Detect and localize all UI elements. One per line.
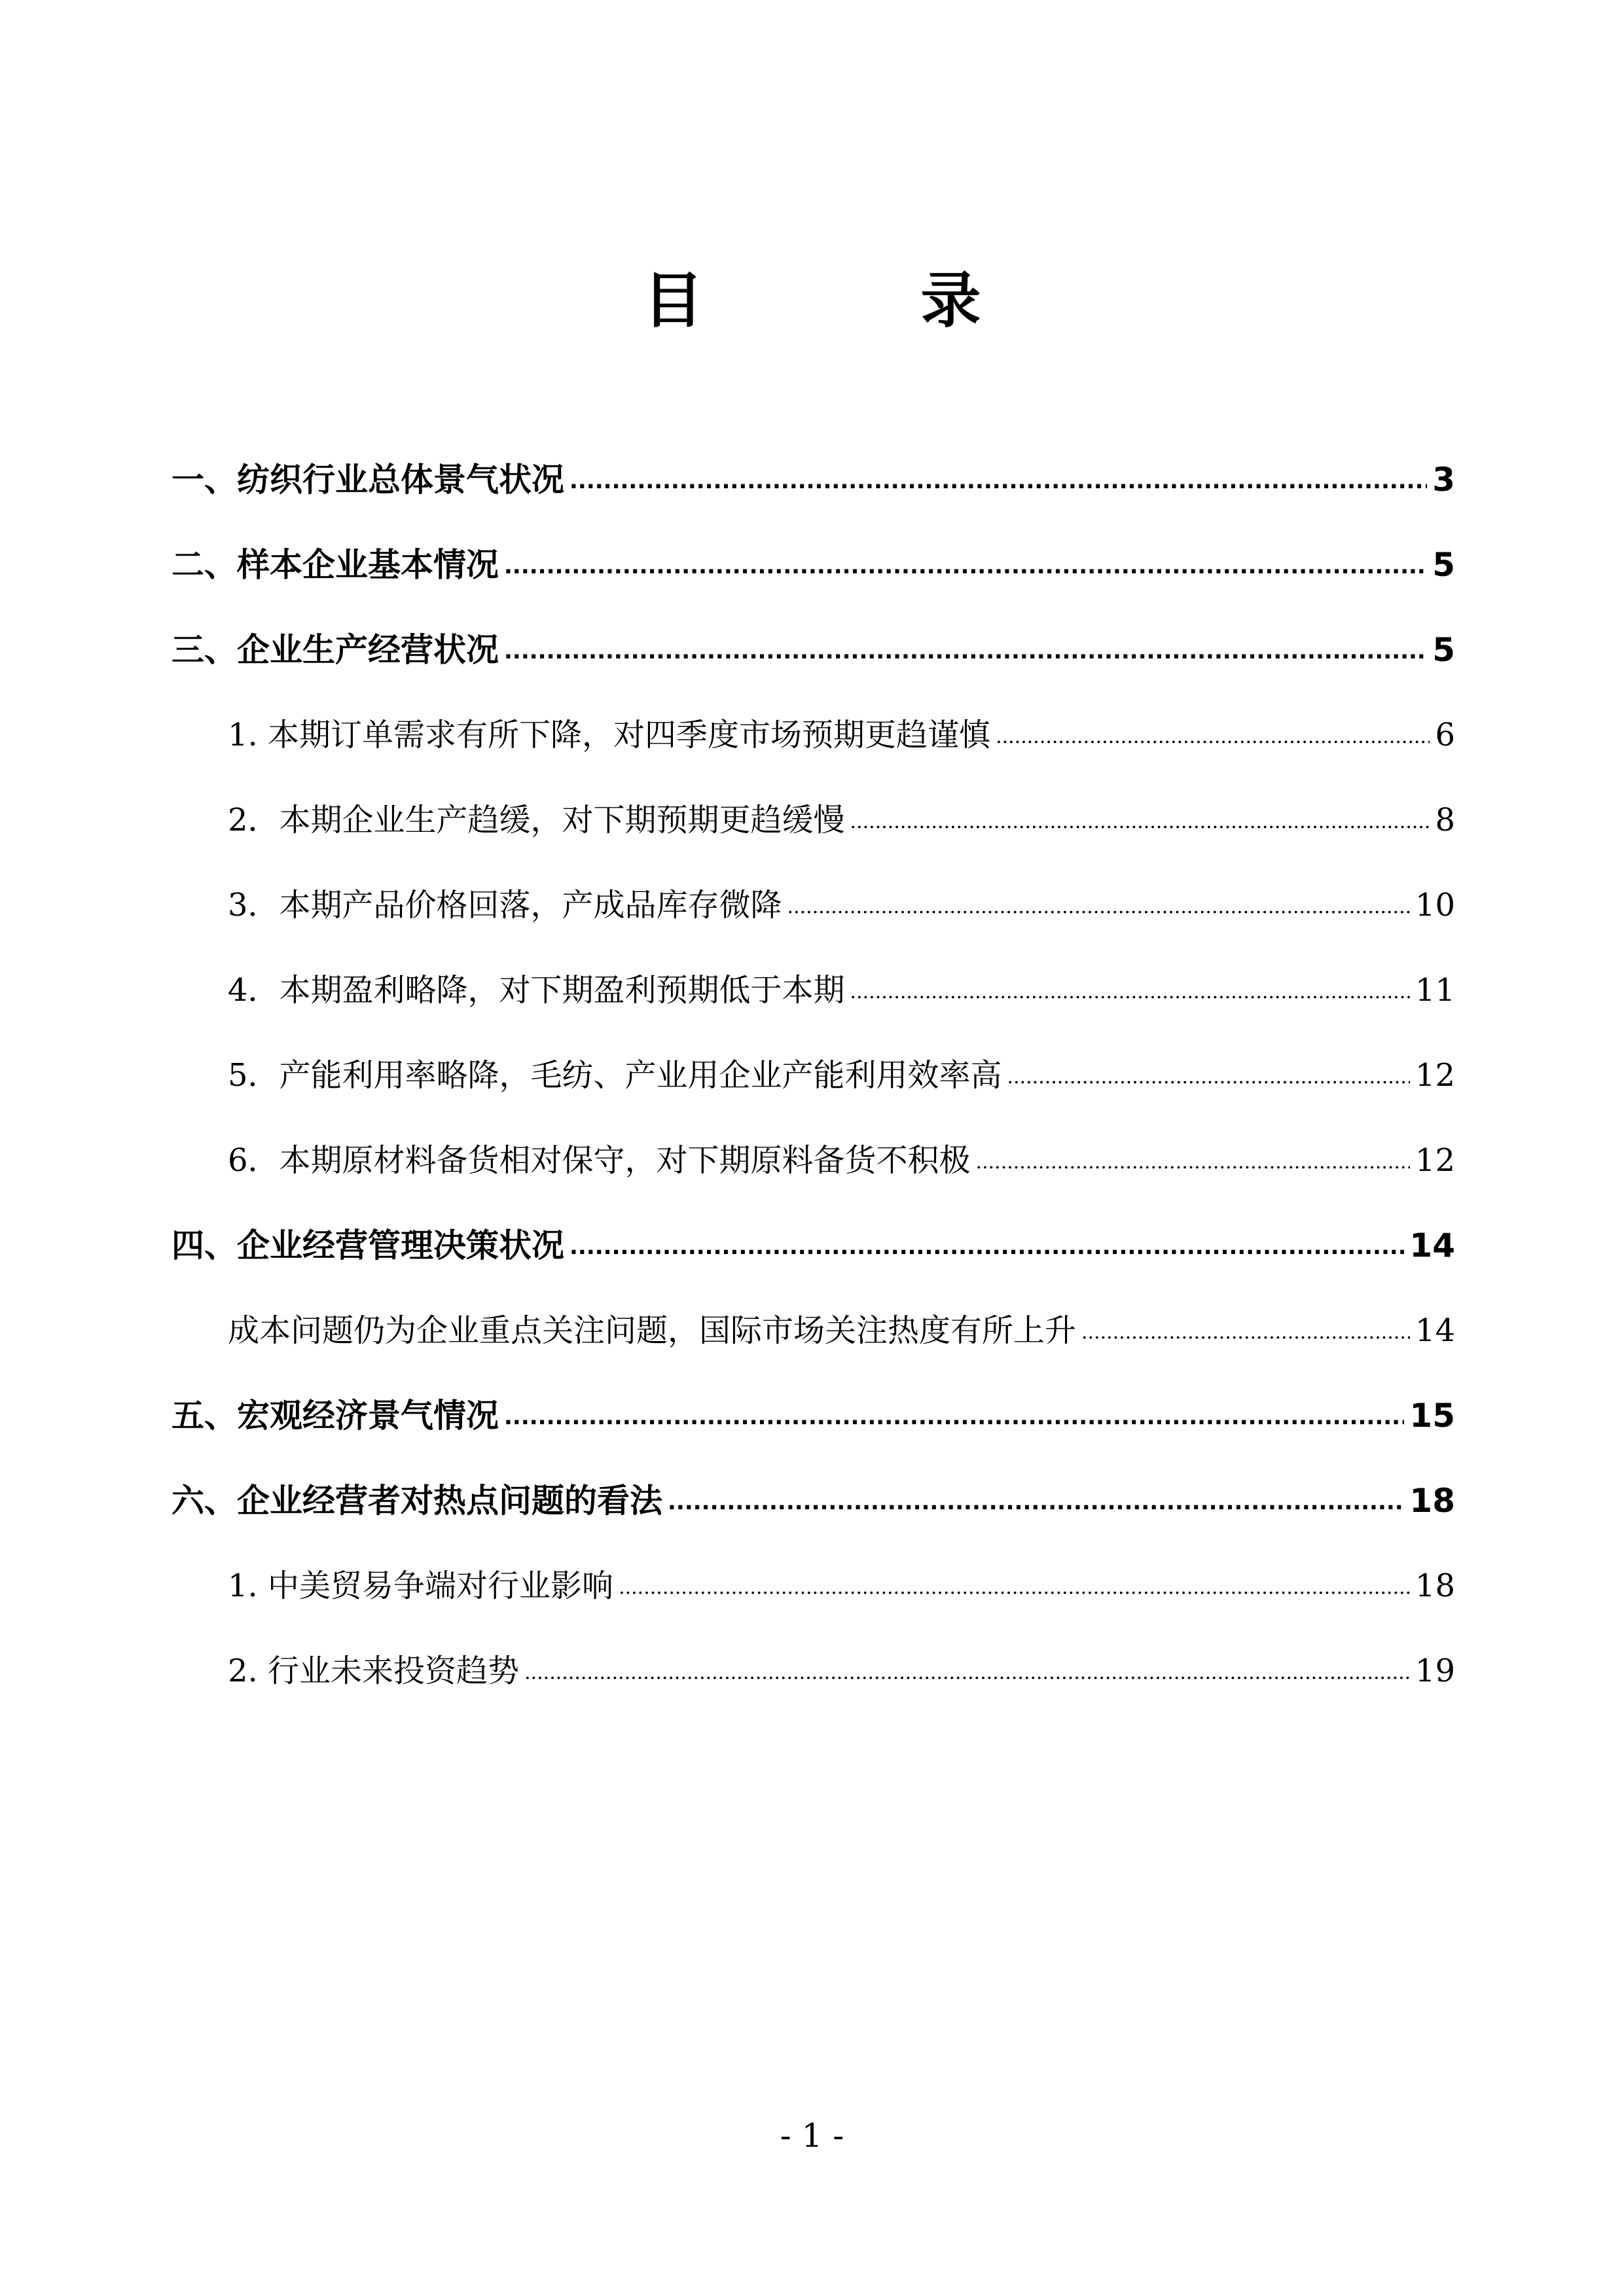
toc-dot-leader: [996, 703, 1430, 766]
toc-entry-subsection-3-2[interactable]: [228, 791, 1455, 850]
toc-entry-page: 6: [1435, 717, 1455, 753]
toc-entry-subsection-3-6[interactable]: [228, 1131, 1455, 1190]
toc-dot-leader: [569, 1213, 1404, 1276]
toc-entry-subsection-3-1[interactable]: [228, 706, 1455, 764]
toc-entry-page: 10: [1415, 887, 1455, 924]
toc-entry-subsection-3-5[interactable]: [228, 1046, 1455, 1105]
toc-dot-leader: [504, 1384, 1404, 1446]
toc-entry-subsection-6-1[interactable]: [228, 1556, 1455, 1615]
toc-dot-leader: [619, 1554, 1410, 1617]
toc-dot-leader: [668, 1469, 1404, 1532]
toc-entry-label: 1. 本期订单需求有所下降，对四季度市场预期更趋谨慎: [228, 717, 991, 753]
toc-entry-label: 4．本期盈利略降，对下期盈利预期低于本期: [228, 972, 845, 1009]
toc-dot-leader: [524, 1639, 1410, 1702]
toc-entry-page: 15: [1409, 1397, 1455, 1435]
toc-entry-section-5[interactable]: [171, 1386, 1455, 1445]
toc-entry-label: 2. 行业未来投资趋势: [228, 1653, 520, 1689]
toc-entry-page: 19: [1415, 1653, 1455, 1689]
toc-entry-section-4[interactable]: [171, 1216, 1455, 1275]
toc-entry-subsection-3-3[interactable]: [228, 876, 1455, 935]
toc-entry-label: 四、企业经营管理决策状况: [171, 1227, 564, 1265]
toc-entry-page: 11: [1415, 972, 1455, 1009]
toc-dot-leader: [850, 958, 1410, 1022]
toc-entry-subsection-3-4[interactable]: [228, 961, 1455, 1020]
toc-entry-section-1[interactable]: [171, 450, 1455, 509]
toc-entry-section-3[interactable]: [171, 620, 1455, 679]
toc-entry-page: 14: [1409, 1227, 1455, 1265]
toc-entry-page: 18: [1415, 1568, 1455, 1604]
toc-entry-label: 3．本期产品价格回落，产成品库存微降: [228, 887, 782, 924]
page-title: 目 录: [643, 266, 1079, 336]
toc-entry-label: 一、纺织行业总体景气状况: [171, 461, 564, 499]
toc-entry-page: 5: [1432, 631, 1455, 669]
toc-dot-leader: [850, 788, 1430, 852]
toc-entry-subsection-4-1[interactable]: [228, 1301, 1455, 1360]
toc-entry-page: 8: [1435, 802, 1455, 838]
toc-entry-label: 6．本期原材料备货相对保守，对下期原料备货不积极: [228, 1142, 971, 1179]
toc-entry-label: 2．本期企业生产趋缓，对下期预期更趋缓慢: [228, 802, 845, 838]
toc-entry-page: 12: [1415, 1057, 1455, 1094]
toc-entry-page: 3: [1432, 461, 1455, 499]
toc-entry-page: 18: [1409, 1482, 1455, 1520]
toc-entry-label: 六、企业经营者对热点问题的看法: [171, 1482, 662, 1520]
toc-dot-leader: [504, 533, 1427, 596]
toc-entry-label: 成本问题仍为企业重点关注问题，国际市场关注热度有所上升: [228, 1312, 1077, 1349]
footer-page-number: - 1 -: [780, 2117, 844, 2155]
toc-entry-label: 五、宏观经济景气情况: [171, 1397, 499, 1435]
toc-dot-leader: [569, 448, 1427, 511]
toc-dot-leader: [1007, 1043, 1410, 1107]
toc-entry-page: 5: [1432, 546, 1455, 584]
toc-entry-page: 14: [1415, 1312, 1455, 1349]
toc-entry-page: 12: [1415, 1142, 1455, 1179]
toc-dot-leader: [976, 1128, 1410, 1192]
toc-entry-label: 1. 中美贸易争端对行业影响: [228, 1568, 614, 1604]
toc-dot-leader: [504, 618, 1427, 681]
toc-dot-leader: [787, 873, 1410, 937]
toc-dot-leader: [1081, 1299, 1410, 1362]
toc-entry-subsection-6-2[interactable]: [228, 1641, 1455, 1700]
toc-entry-label: 5．产能利用率略降，毛纺、产业用企业产能利用效率高: [228, 1057, 1002, 1094]
toc-entry-section-2[interactable]: [171, 535, 1455, 594]
toc-entry-label: 三、企业生产经营状况: [171, 631, 499, 669]
toc-entry-label: 二、样本企业基本情况: [171, 546, 499, 584]
toc-entry-section-6[interactable]: [171, 1471, 1455, 1530]
